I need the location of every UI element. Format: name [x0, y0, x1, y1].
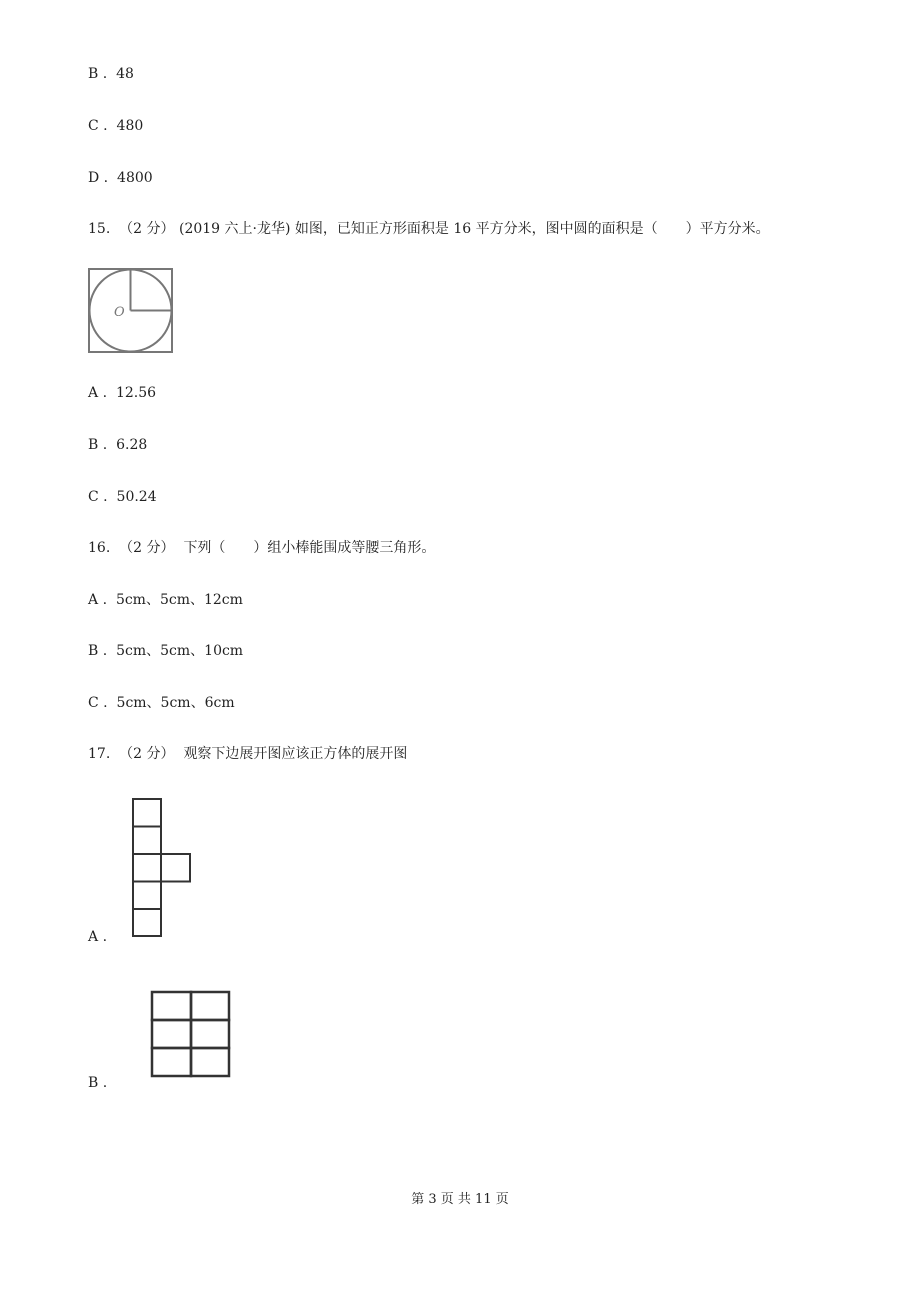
question-number: 15. [88, 221, 111, 237]
question-16-stem [88, 538, 435, 558]
question-text: 观察下边展开图应该正方体的展开图 [183, 746, 408, 762]
question-15-stem [88, 219, 770, 239]
option-b: B . 48 [88, 66, 134, 82]
net-a-face-side [161, 854, 190, 882]
question-text: 如图，已知正方形面积是 16 平方分米，图中圆的面积是（ ）平方分米。 [294, 221, 770, 237]
q15-option-b: B . 6.28 [88, 437, 148, 453]
q17-option-b: B . [88, 1075, 108, 1091]
net-b-face-6 [191, 1048, 229, 1076]
option-d: D . 4800 [88, 170, 153, 186]
question-score: （2 分） [119, 746, 175, 762]
q17-option-a: A . [88, 929, 108, 945]
net-a-face-1 [133, 799, 161, 827]
square-circle-figure [86, 266, 176, 356]
net-b-face-5 [152, 1048, 191, 1076]
center-label: O [114, 305, 125, 320]
net-b-face-4 [191, 1020, 229, 1048]
cube-net-a [130, 796, 194, 940]
question-text: 下列（ ）组小棒能围成等腰三角形。 [183, 540, 436, 556]
question-17-stem [88, 744, 407, 764]
option-c: C . 480 [88, 118, 144, 134]
question-score: （2 分） [119, 221, 175, 237]
q16-option-b: B . 5cm、5cm、10cm [88, 643, 244, 659]
net-b-face-1 [152, 992, 191, 1020]
page-footer: 第 3 页 共 11 页 [411, 1192, 509, 1207]
net-b-face-3 [152, 1020, 191, 1048]
net-a-face-5 [133, 909, 161, 936]
q15-option-c: C . 50.24 [88, 489, 157, 505]
net-a-face-2 [133, 827, 161, 855]
question-source: (2019 六上·龙华) [178, 221, 291, 237]
q16-option-a: A . 5cm、5cm、12cm [88, 592, 243, 608]
q16-option-c: C . 5cm、5cm、6cm [88, 695, 235, 711]
cube-net-b [148, 988, 234, 1080]
net-a-face-3 [133, 854, 161, 882]
question-score: （2 分） [119, 540, 175, 556]
question-number: 16. [88, 540, 111, 556]
net-a-face-4 [133, 882, 161, 910]
q15-option-a: A . 12.56 [88, 385, 157, 401]
question-number: 17. [88, 746, 111, 762]
net-b-face-2 [191, 992, 229, 1020]
